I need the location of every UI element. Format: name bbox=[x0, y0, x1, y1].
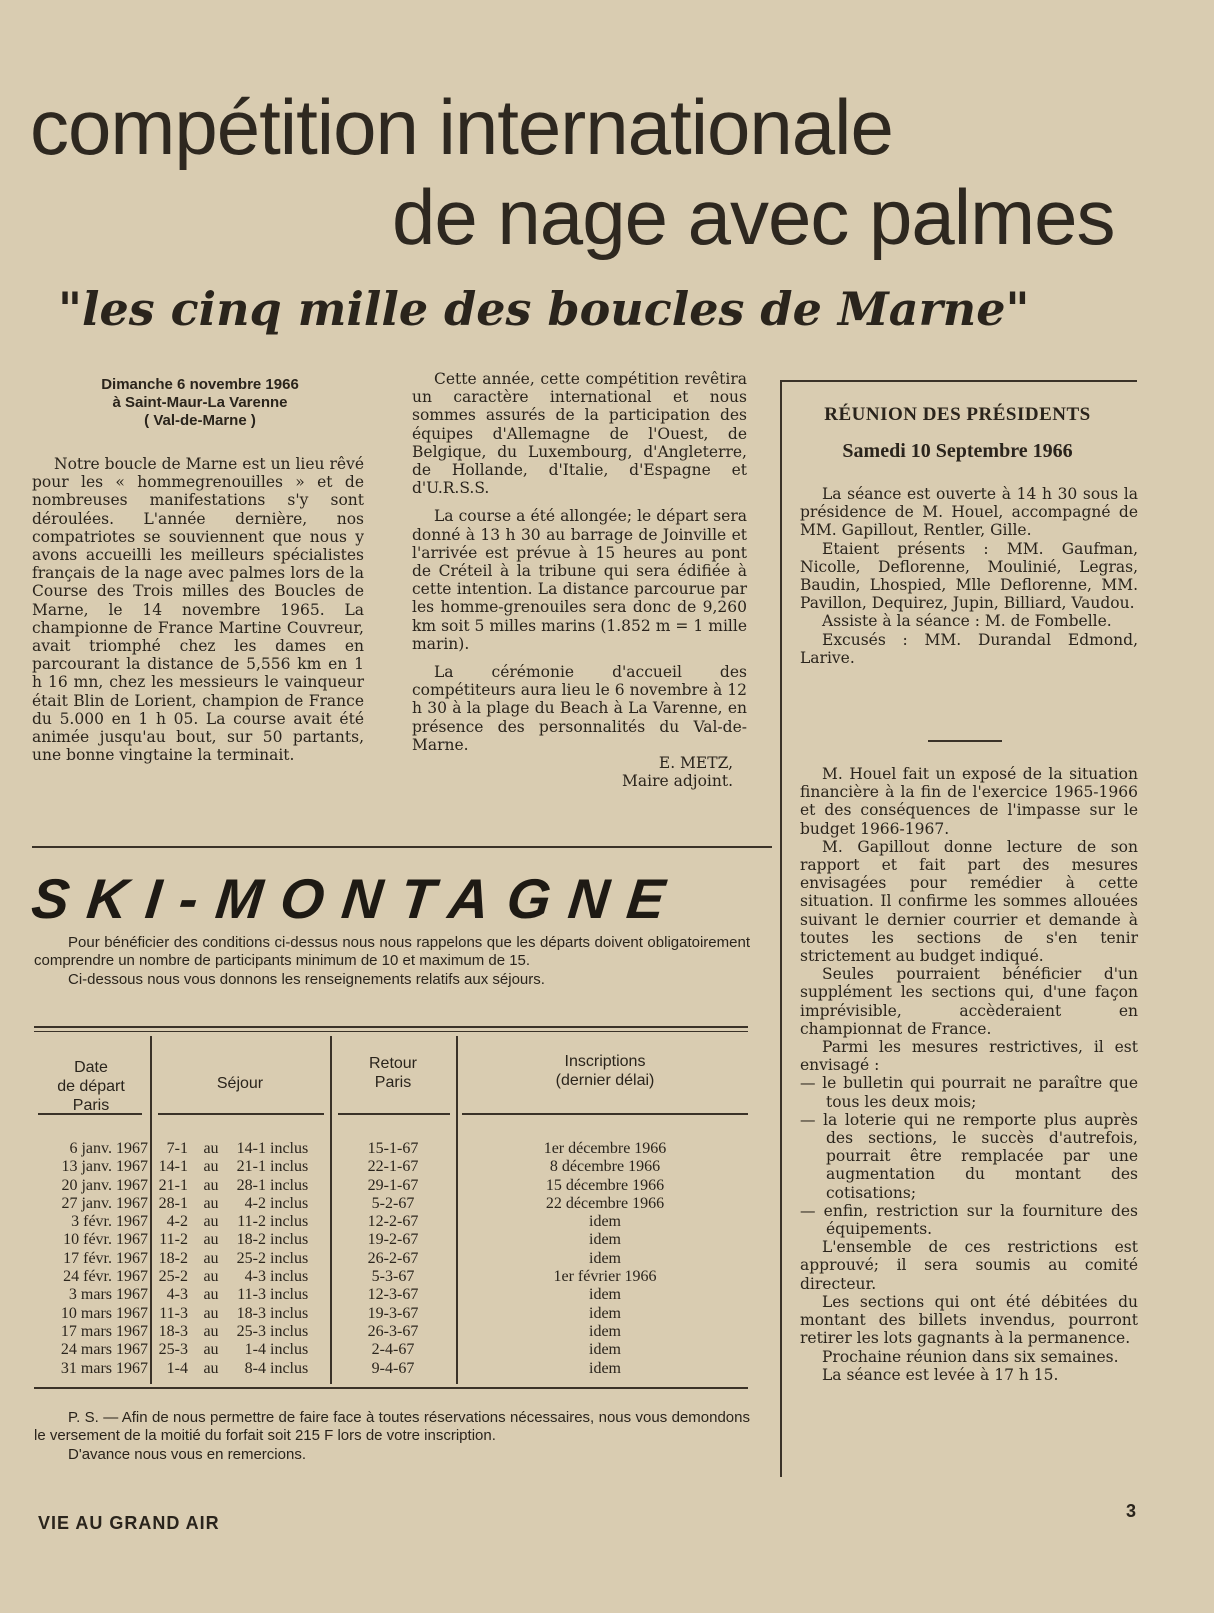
table-cell: 18-3 bbox=[236, 1304, 266, 1322]
ps-paragraph: P. S. — Afin de nous permettre de faire face à toutes réservations nécessaires, nous vous demondons le versement de la moitié du forfait soit 215 F lors de votre inscription. bbox=[34, 1409, 750, 1445]
table-cell: inclus bbox=[270, 1322, 309, 1340]
table-column-divider bbox=[456, 1036, 458, 1384]
section-rule bbox=[32, 846, 772, 848]
table-cell: idem bbox=[589, 1231, 621, 1249]
reunion-paragraph: Excusés : MM. Durandal Edmond, Larive. bbox=[800, 630, 1138, 667]
column-sejour-from bbox=[152, 1140, 188, 1378]
table-cell: 18-3 bbox=[158, 1322, 188, 1340]
table-cell: idem bbox=[589, 1249, 621, 1267]
measure-item: — le bulletin qui pourrait ne paraître que tous les deux mois; bbox=[800, 1074, 1138, 1111]
table-cell: 17 févr. 1967 bbox=[63, 1249, 148, 1267]
table-cell: au bbox=[203, 1322, 219, 1340]
table-cell: 31 mars 1967 bbox=[60, 1359, 148, 1377]
table-cell: 2-4-67 bbox=[371, 1341, 415, 1359]
table-cell: inclus bbox=[270, 1341, 309, 1359]
table-cell: 11-2 bbox=[237, 1213, 266, 1231]
middle-paragraph-2: La course a été allongée; le départ sera donné à 13 h 30 au barrage de Joinville et l'arrivée est prévue à 15 heures au pont de Créteil à la tribune qui sera édifiée à cette intention. La distance parcourue par les homme-grenouiles sera donc de 9,260 km soit 5 milles marins (1.852 m = 1 mille marin). bbox=[412, 507, 747, 653]
ski-paragraph: Pour bénéficier des conditions ci-dessus nous nous rappelons que les départs doivent obligatoirement comprendre un nombre de participants minimum de 10 et maximum de 15. bbox=[34, 934, 750, 970]
table-cell: 1er février 1966 bbox=[553, 1268, 657, 1286]
table-cell: inclus bbox=[270, 1359, 309, 1377]
table-cell: idem bbox=[589, 1341, 621, 1359]
table-cell: inclus bbox=[270, 1268, 309, 1286]
header-rule bbox=[338, 1113, 450, 1115]
table-cell: idem bbox=[589, 1322, 621, 1340]
table-cell: au bbox=[203, 1341, 219, 1359]
table-cell: 11-2 bbox=[159, 1231, 188, 1249]
table-cell: au bbox=[203, 1140, 219, 1157]
table-cell: 20 janv. 1967 bbox=[61, 1176, 148, 1194]
table-rule bbox=[34, 1031, 748, 1032]
table-cell: 10 mars 1967 bbox=[60, 1304, 148, 1322]
table-cell: inclus bbox=[270, 1213, 309, 1231]
table-cell: idem bbox=[589, 1213, 621, 1231]
table-cell: 22-1-67 bbox=[367, 1158, 419, 1176]
table-cell: au bbox=[203, 1194, 219, 1212]
table-cell: 17 mars 1967 bbox=[60, 1322, 148, 1340]
magazine-name: VIE AU GRAND AIR bbox=[38, 1513, 220, 1533]
table-cell: 6 janv. 1967 bbox=[69, 1140, 148, 1157]
reunion-paragraph: Assiste à la séance : M. de Fombelle. bbox=[822, 612, 1112, 631]
signature-name: E. METZ, bbox=[658, 754, 733, 773]
table-cell: 8-4 bbox=[244, 1359, 266, 1377]
event-heading bbox=[58, 376, 342, 430]
column-header-date bbox=[34, 1058, 148, 1115]
table-cell: 18-2 bbox=[158, 1249, 188, 1267]
table-rule bbox=[34, 1387, 748, 1389]
table-cell: 26-2-67 bbox=[367, 1249, 419, 1267]
reunion-paragraph: Etaient présents : MM. Gaufman, Nicolle, Deflorenne, Moulinié, Legras, Baudin, Lhospied, Mlle Deflorenne, MM. Pavillon, Dequirez, Jupin, Billiard, Vaudou. bbox=[800, 539, 1138, 613]
reunion-paragraph: Prochaine réunion dans six semaines. bbox=[822, 1347, 1119, 1366]
table-cell: 4-2 bbox=[166, 1213, 188, 1231]
column-inscriptions bbox=[460, 1140, 750, 1378]
header-text: Retour bbox=[368, 1055, 418, 1072]
reunion-paragraph: M. Houel fait un exposé de la situation financière à la fin de l'exercice 1965-1966 et des conséquences de l'impasse sur le budget 1966-1967. bbox=[800, 765, 1138, 838]
ski-paragraph: Ci-dessous nous vous donnons les renseignements relatifs aux séjours. bbox=[68, 970, 545, 988]
table-cell: 25-2 bbox=[236, 1249, 266, 1267]
table-cell: 24 févr. 1967 bbox=[63, 1268, 148, 1286]
table-cell: au bbox=[203, 1231, 219, 1249]
table-cell: au bbox=[203, 1286, 219, 1304]
table-cell: 25-3 bbox=[158, 1341, 188, 1359]
column-header-retour bbox=[332, 1054, 454, 1092]
table-cell: 26-3-67 bbox=[367, 1322, 419, 1340]
table-cell: 4-3 bbox=[244, 1268, 266, 1286]
table-cell: 5-2-67 bbox=[371, 1194, 415, 1212]
table-rule bbox=[34, 1026, 748, 1028]
middle-column bbox=[412, 370, 747, 790]
table-cell: 1-4 bbox=[244, 1341, 266, 1359]
column-header-sejour: Séjour bbox=[216, 1075, 264, 1092]
event-region: ( Val-de-Marne ) bbox=[144, 412, 256, 429]
table-cell: 19-2-67 bbox=[367, 1231, 419, 1249]
header-rule bbox=[158, 1113, 324, 1115]
reunion-date: Samedi 10 Septembre 1966 bbox=[842, 440, 1073, 462]
column-dates bbox=[34, 1140, 148, 1378]
table-cell: inclus bbox=[270, 1286, 309, 1304]
event-place: à Saint-Maur-La Varenne bbox=[112, 394, 288, 411]
reunion-paragraph: La séance est levée à 17 h 15. bbox=[822, 1365, 1059, 1384]
middle-paragraph-1: Cette année, cette compétition revêtira un caractère international et nous sommes assurés de la participation des équipes d'Allemagne de l'Ouest, de Belgique, du Luxembourg, d'Angleterre, de Hollande, d'Italie, d'Espagne et d'U.R.S.S. bbox=[412, 370, 747, 498]
table-cell: idem bbox=[589, 1304, 621, 1322]
measure-item: — la loterie qui ne remporte plus auprès des sections, le succès d'autrefois, pourrait être remplacée par une augmentation du montant des cotisations; bbox=[800, 1110, 1138, 1202]
table-cell: au bbox=[203, 1158, 219, 1176]
headline-line-2: de nage avec palmes bbox=[392, 173, 1115, 261]
subheadline: "les cinq mille des boucles de Marne" bbox=[58, 282, 1030, 336]
table-cell: au bbox=[203, 1213, 219, 1231]
section-divider bbox=[928, 740, 1002, 742]
reunion-paragraph: M. Gapillout donne lecture de son rapport et fait part des mesures envisagées pour remédier à cette situation. Il confirme les sommes allouées suivant le dernier courrier et demande à toutes les sections de s'en tenir strictement au budget indiqué. bbox=[800, 837, 1138, 966]
table-cell: inclus bbox=[270, 1231, 309, 1249]
column-retour bbox=[334, 1140, 452, 1378]
table-cell: idem bbox=[589, 1359, 621, 1377]
event-date: Dimanche 6 novembre 1966 bbox=[101, 376, 299, 393]
table-cell: 14-1 bbox=[158, 1158, 188, 1176]
table-cell: 22 décembre 1966 bbox=[545, 1194, 665, 1212]
table-cell: 12-3-67 bbox=[367, 1286, 419, 1304]
table-cell: 24 mars 1967 bbox=[60, 1341, 148, 1359]
table-cell: inclus bbox=[270, 1140, 309, 1157]
header-rule bbox=[462, 1113, 748, 1115]
table-cell: 4-3 bbox=[166, 1286, 188, 1304]
table-cell: 21-1 bbox=[158, 1176, 188, 1194]
column-header-inscriptions bbox=[460, 1052, 750, 1090]
reunion-paragraph: Parmi les mesures restrictives, il est envisagé : bbox=[800, 1038, 1138, 1075]
table-cell: inclus bbox=[270, 1249, 309, 1267]
ski-title: SKI-MONTAGNE bbox=[28, 867, 686, 930]
table-cell: 14-1 bbox=[236, 1140, 266, 1157]
reunion-paragraph: Les sections qui ont été débitées du montant des billets invendus, pourront retirer les lots gagnants à la permanence. bbox=[800, 1292, 1138, 1348]
table-cell: 15-1-67 bbox=[367, 1140, 419, 1157]
reunion-title: RÉUNION DES PRÉSIDENTS bbox=[824, 404, 1091, 425]
postscript bbox=[34, 1409, 750, 1464]
reunion-attendance bbox=[800, 485, 1138, 667]
ski-intro bbox=[34, 934, 750, 989]
page-number: 3 bbox=[1126, 1501, 1137, 1521]
table-cell: 25-2 bbox=[158, 1268, 188, 1286]
intro-paragraph: Notre boucle de Marne est un lieu rêvé pour les « hommegrenouilles » et de nombreuses manifestations s'y sont déroulées. L'année dernière, nos compatriotes se souviennent que nous y avons accueilli les meilleurs spécialistes français de la nage avec palmes lors de la Course des Trois milles des Boucles de Marne, le 14 novembre 1965. La championne de France Martine Couvreur, avait triomphé chez les dames en parcourant la distance de 5,556 km en 1 h 16 mn, chez les messieurs le vainqueur était Blin de Lorient, champion de France du 5.000 en 1 h 05. La course avait été animée jusqu'au bout, sur 50 partants, une bonne vingtaine la terminait. bbox=[32, 455, 364, 765]
table-cell: au bbox=[203, 1249, 219, 1267]
column-sejour-au bbox=[194, 1140, 228, 1378]
table-cell: au bbox=[203, 1176, 219, 1194]
table-cell: 1er décembre 1966 bbox=[543, 1140, 667, 1157]
table-cell: 21-1 bbox=[236, 1158, 266, 1176]
header-text: Paris bbox=[72, 1097, 110, 1114]
ps-paragraph: D'avance nous vous en remercions. bbox=[68, 1445, 306, 1463]
measure-item: — enfin, restriction sur la fourniture des équipements. bbox=[800, 1201, 1138, 1239]
reunion-minutes bbox=[800, 765, 1138, 1384]
table-cell: 28-1 bbox=[158, 1194, 188, 1212]
table-cell: inclus bbox=[270, 1194, 309, 1212]
header-text: Paris bbox=[374, 1074, 412, 1091]
reunion-paragraph: La séance est ouverte à 14 h 30 sous la présidence de M. Houel, accompagné de MM. Gapillout, Rentler, Gille. bbox=[800, 485, 1138, 540]
table-cell: idem bbox=[589, 1286, 621, 1304]
table-cell: 3 févr. 1967 bbox=[71, 1213, 148, 1231]
table-cell: inclus bbox=[270, 1158, 309, 1176]
header-text: Inscriptions bbox=[564, 1053, 646, 1070]
middle-paragraph-3: La cérémonie d'accueil des compétiteurs aura lieu le 6 novembre à 12 h 30 à la plage du Beach à La Varenne, en présence des personnalités du Val-de-Marne. bbox=[412, 663, 747, 754]
table-cell: 18-2 bbox=[236, 1231, 266, 1249]
header-text: Date bbox=[74, 1059, 108, 1076]
table-cell: 29-1-67 bbox=[367, 1176, 419, 1194]
header-text: de départ bbox=[57, 1078, 125, 1095]
table-cell: inclus bbox=[270, 1176, 309, 1194]
table-cell: 8 décembre 1966 bbox=[549, 1158, 661, 1176]
header-text: (dernier délai) bbox=[555, 1072, 655, 1089]
table-cell: 10 févr. 1967 bbox=[63, 1231, 148, 1249]
table-cell: 13 janv. 1967 bbox=[61, 1158, 148, 1176]
reunion-paragraph: Seules pourraient bénéficier d'un supplément les sections qui, d'une façon imprévisible, accèderaient en championnat de France. bbox=[800, 965, 1138, 1038]
table-cell: au bbox=[203, 1359, 219, 1377]
table-cell: inclus bbox=[270, 1304, 309, 1322]
signature-role: Maire adjoint. bbox=[622, 772, 733, 791]
table-cell: 15 décembre 1966 bbox=[545, 1176, 665, 1194]
table-cell: 28-1 bbox=[236, 1176, 266, 1194]
table-cell: 12-2-67 bbox=[367, 1213, 419, 1231]
table-cell: 7-1 bbox=[166, 1140, 188, 1157]
reunion-paragraph: L'ensemble de ces restrictions est approuvé; il sera soumis au comité directeur. bbox=[800, 1238, 1138, 1293]
intro-column bbox=[32, 455, 364, 764]
table-cell: 27 janv. 1967 bbox=[61, 1194, 148, 1212]
table-cell: 5-3-67 bbox=[371, 1268, 415, 1286]
table-cell: 9-4-67 bbox=[371, 1359, 415, 1377]
table-cell: 19-3-67 bbox=[367, 1304, 419, 1322]
table-cell: au bbox=[203, 1268, 219, 1286]
column-sejour-to bbox=[228, 1140, 266, 1378]
table-cell: 1-4 bbox=[166, 1359, 188, 1377]
column-sejour-inclus bbox=[270, 1140, 330, 1378]
table-cell: au bbox=[203, 1304, 219, 1322]
table-cell: 11-3 bbox=[237, 1286, 266, 1304]
table-cell: 11-3 bbox=[159, 1304, 188, 1322]
headline-line-1: compétition internationale bbox=[30, 83, 893, 171]
table-cell: 4-2 bbox=[244, 1194, 266, 1212]
table-cell: 25-3 bbox=[236, 1322, 266, 1340]
table-cell: 3 mars 1967 bbox=[68, 1286, 148, 1304]
